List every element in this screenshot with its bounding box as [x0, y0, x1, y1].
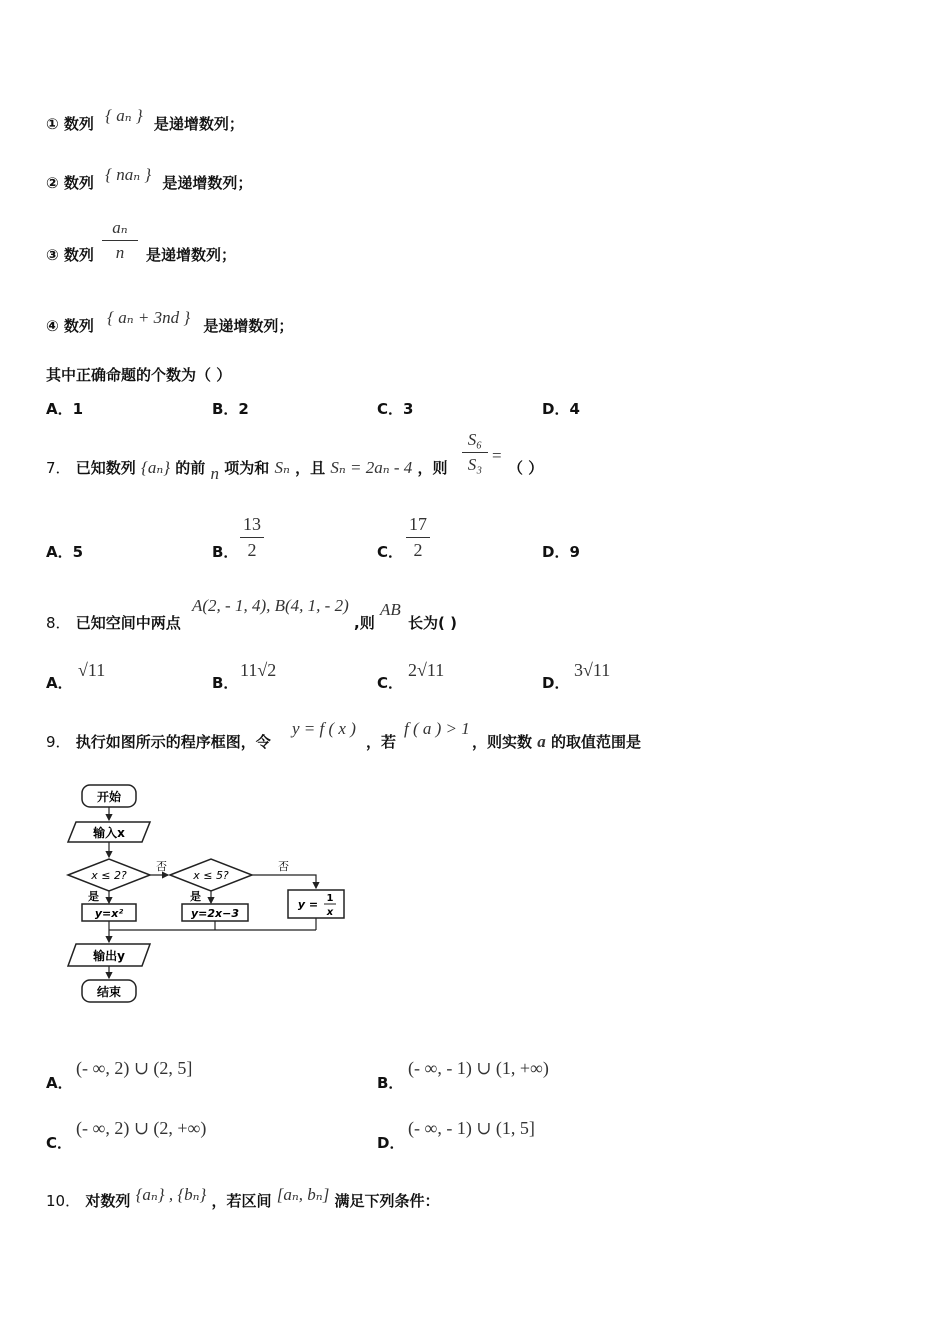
flow-output-text: 输出y: [93, 949, 125, 963]
q9-option-a-label: A．: [46, 1074, 73, 1092]
q9-option-c-math: (- ∞, 2) ∪ (2, +∞): [76, 1118, 207, 1138]
statement-math: { naₙ }: [105, 165, 152, 184]
q8-option-d-math: 3√11: [574, 660, 611, 680]
q8-text: [46, 612, 181, 633]
q9-func-line: [292, 719, 356, 739]
q9-text2: ，若: [366, 733, 397, 751]
statement-prefix: ② 数列: [46, 174, 94, 192]
q6-question: 其中正确命题的个数为（ ）: [46, 366, 232, 384]
q9-option-a-math: (- ∞, 2) ∪ (2, 5]: [76, 1058, 193, 1078]
statement-prefix: ④ 数列: [46, 317, 94, 335]
q9-func: y = f ( x ): [292, 719, 356, 738]
statement-2: [46, 165, 253, 193]
q9-option-d-label: D．: [377, 1134, 405, 1152]
statement-3-fraction: [102, 218, 138, 263]
fraction-denominator: 2: [247, 540, 257, 560]
flow-arrow: [252, 875, 316, 888]
q7-text4: ，且: [295, 459, 326, 477]
q7-sn: Sₙ: [274, 458, 290, 477]
q9-text4: 的取值范围是: [550, 733, 641, 751]
q7-text1: 已知数列: [75, 459, 136, 477]
flowchart: [60, 780, 360, 1030]
flow-cond2-text: x ≤ 5?: [193, 869, 229, 882]
fraction-denominator: S₃: [467, 455, 483, 474]
q7-seq: {aₙ}: [141, 458, 171, 477]
q7-text5: ，则: [417, 459, 448, 477]
flow-no2-text: 否: [278, 860, 289, 873]
q7-cond: Sₙ = 2aₙ - 4: [330, 458, 413, 477]
q7-paren: （ ）: [508, 459, 544, 477]
q10-text1: 对数列: [85, 1192, 131, 1210]
q8-option-b-math: 11√2: [240, 660, 277, 680]
q7-text: [46, 457, 448, 483]
q7-ratio: [462, 430, 488, 475]
statement-3-suffix-line: [146, 244, 236, 265]
q9-option-d-math: (- ∞, - 1) ∪ (1, 5]: [408, 1118, 535, 1138]
q9-cond-line: [404, 719, 470, 739]
fraction-bar: [102, 240, 138, 241]
flow-cond1-text: x ≤ 2?: [91, 869, 127, 882]
q7-option-b-fraction: [240, 514, 264, 561]
question-number: 7．: [46, 459, 71, 477]
flow-end-text: 结束: [96, 985, 122, 999]
q10-text: [46, 1185, 440, 1211]
flow-yes2-text: 是: [190, 890, 201, 903]
fraction-numerator: S₆: [467, 430, 483, 449]
statement-prefix: ① 数列: [46, 115, 94, 133]
q6-option-b: B．2: [212, 400, 249, 418]
fraction-numerator: 13: [243, 514, 261, 534]
flow-box3-num: 1: [326, 893, 334, 904]
statement-1: [46, 106, 244, 134]
q10-text2: ，若区间: [211, 1192, 272, 1210]
question-number: 10．: [46, 1192, 81, 1210]
flow-box3-prefix: y =: [297, 898, 319, 911]
statement-suffix: 是递增数列；: [162, 174, 253, 192]
statement-math: { aₙ + 3nd }: [107, 308, 191, 327]
q9-var: a: [537, 732, 546, 751]
q8-option-a-label: A．: [46, 674, 73, 692]
q9-text3-line: [472, 731, 641, 752]
q10-seqs: {aₙ} , {bₙ}: [135, 1185, 207, 1204]
q8-ab: AB: [380, 600, 401, 619]
q8-points-line: [192, 596, 349, 616]
flow-box3-den: x: [326, 907, 334, 918]
q7-option-a: A．5: [46, 543, 84, 561]
fraction-numerator: aₙ: [112, 218, 128, 237]
fraction-bar: [240, 537, 264, 538]
question-number: 9．: [46, 733, 71, 751]
q8-text2-line: [354, 612, 375, 633]
fraction-denominator: 2: [413, 540, 423, 560]
statement-prefix: ③ 数列: [46, 246, 94, 264]
q8-option-a-math: √11: [78, 660, 106, 680]
q7-text3: 项为和: [224, 459, 270, 477]
statement-suffix: 是递增数列；: [146, 246, 237, 264]
q7-eq: =: [492, 446, 502, 465]
q6-option-a: A．1: [46, 400, 84, 418]
q8-text2: ,则: [354, 614, 375, 632]
q9-cond: f ( a ) > 1: [404, 719, 470, 738]
flow-input-text: 输入x: [93, 826, 125, 840]
q9-option-c-label: C．: [46, 1134, 73, 1152]
q8-option-d-label: D．: [542, 674, 570, 692]
statement-math: { aₙ }: [105, 106, 143, 125]
q6-option-d: D．4: [542, 400, 580, 418]
q8-points: A(2, - 1, 4), B(4, 1, - 2): [192, 596, 349, 615]
q6-option-c: C．3: [377, 400, 414, 418]
q7-eq-line: [492, 446, 502, 466]
q8-text3-line: [408, 612, 457, 633]
q9-text3: ，则实数: [472, 733, 533, 751]
q9-text: [46, 731, 271, 752]
q8-text1: 已知空间中两点: [75, 614, 181, 632]
q10-text3: 满足下列条件：: [334, 1192, 440, 1210]
q9-option-b-label: B．: [377, 1074, 404, 1092]
q8-option-c-math: 2√11: [408, 660, 445, 680]
flow-start-text: 开始: [96, 790, 122, 804]
q8-text3: 长为( ): [408, 614, 457, 632]
q8-ab-line: [380, 600, 401, 620]
q7-option-c-fraction: [406, 514, 430, 561]
q8-option-c-label: C．: [377, 674, 404, 692]
q8-option-b-label: B．: [212, 674, 239, 692]
q7-option-d: D．9: [542, 543, 580, 561]
flow-box2-text: y=2x−3: [190, 907, 240, 920]
q7-option-c-label: C．: [377, 543, 404, 561]
q9-text1: 执行如图所示的程序框图，令: [75, 733, 271, 751]
statement-suffix: 是递增数列；: [153, 115, 244, 133]
flow-box1-text: y=x²: [94, 907, 124, 920]
flow-yes1-text: 是: [88, 890, 99, 903]
q9-option-b-math: (- ∞, - 1) ∪ (1, +∞): [408, 1058, 549, 1078]
question-number: 8．: [46, 614, 71, 632]
q7-text2: 的前: [175, 459, 206, 477]
q7-paren-line: [508, 457, 543, 478]
fraction-numerator: 17: [409, 514, 427, 534]
q7-option-b-label: B．: [212, 543, 239, 561]
q9-text2-line: [366, 731, 396, 752]
fraction-denominator: n: [115, 243, 125, 262]
flow-no1-text: 否: [156, 860, 167, 873]
statement-suffix: 是递增数列；: [203, 317, 294, 335]
fraction-bar: [462, 452, 488, 453]
statement-4: [46, 308, 294, 336]
q10-interval: [aₙ, bₙ]: [276, 1185, 330, 1204]
fraction-bar: [406, 537, 430, 538]
q7-n: n: [210, 464, 220, 483]
statement-3: [46, 244, 94, 265]
